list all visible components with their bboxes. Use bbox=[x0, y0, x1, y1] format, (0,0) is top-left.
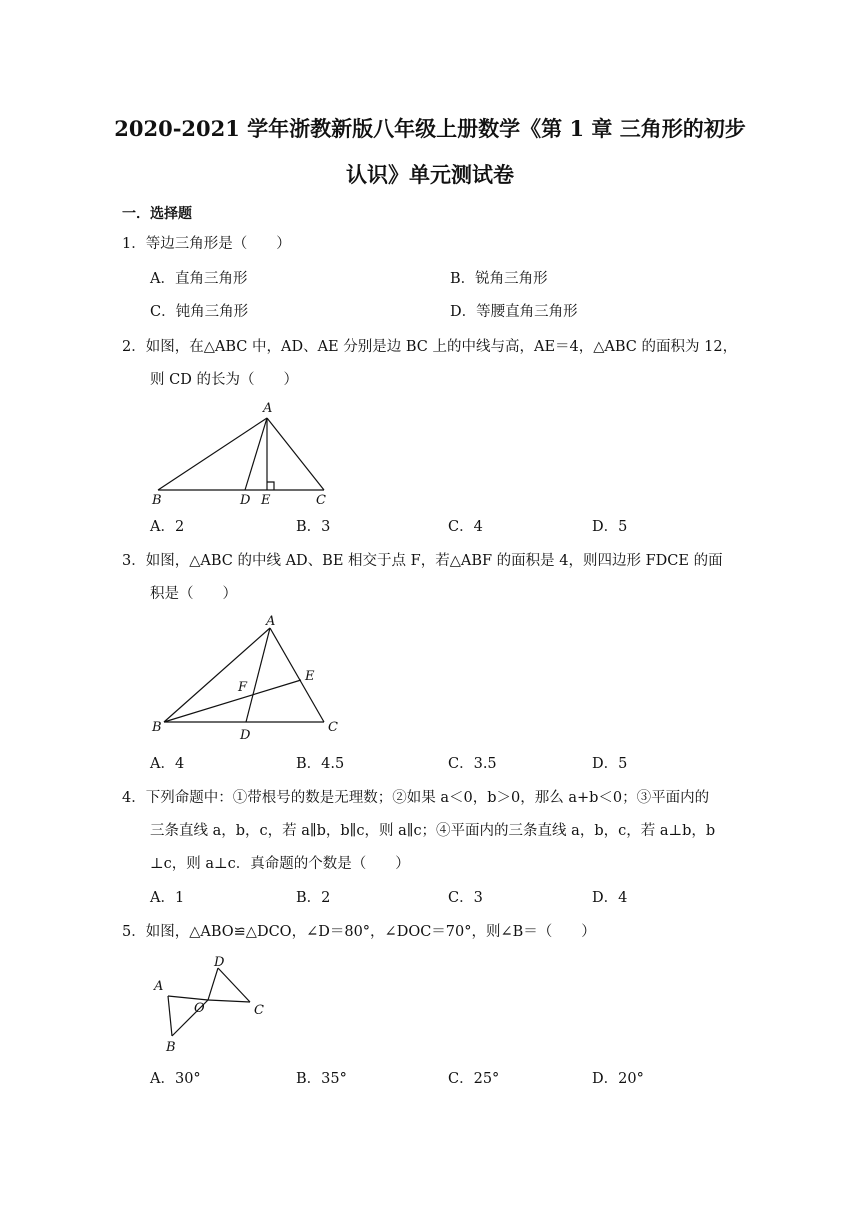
q4-option-c: C．3 bbox=[448, 890, 483, 906]
q1-stem: 1．等边三角形是（ ） bbox=[122, 236, 291, 252]
q4-stem-line3: ⊥c，则 a⊥c．真命题的个数是（ ） bbox=[150, 856, 410, 872]
q3-stem-line2: 积是（ ） bbox=[150, 586, 237, 602]
q3-label-d: D bbox=[240, 728, 251, 743]
q2-label-e: E bbox=[261, 493, 271, 508]
q2-label-a: A bbox=[263, 401, 273, 416]
q1-option-c: C．钝角三角形 bbox=[150, 304, 249, 320]
q5-label-d: D bbox=[214, 955, 225, 970]
q3-figure bbox=[148, 612, 346, 748]
q3-label-b: B bbox=[152, 720, 162, 735]
q3-label-e: E bbox=[305, 669, 315, 684]
q5-option-d: D．20° bbox=[592, 1071, 644, 1087]
q3-stem-line1: 3．如图，△ABC 的中线 AD、BE 相交于点 F，若△ABF 的面积是 4，则四边形 FDCE 的面 bbox=[122, 553, 723, 569]
q2-figure bbox=[148, 398, 332, 508]
q2-stem-line2: 则 CD 的长为（ ） bbox=[150, 372, 298, 388]
q2-label-d: D bbox=[240, 493, 251, 508]
q2-option-b: B．3 bbox=[296, 519, 331, 535]
q3-option-d: D．5 bbox=[592, 756, 628, 772]
q5-label-o: O bbox=[194, 1001, 205, 1016]
q2-option-c: C．4 bbox=[448, 519, 483, 535]
q5-label-b: B bbox=[166, 1040, 176, 1055]
section-heading: 一．选择题 bbox=[122, 206, 192, 222]
q2-label-b: B bbox=[152, 493, 162, 508]
q1-option-b: B．锐角三角形 bbox=[450, 271, 548, 287]
q3-option-b: B．4.5 bbox=[296, 756, 345, 772]
q1-option-d: D．等腰直角三角形 bbox=[450, 304, 578, 320]
q5-stem: 5．如图，△ABO≌△DCO，∠D＝80°，∠DOC＝70°，则∠B＝（ ） bbox=[122, 924, 596, 940]
q2-label-c: C bbox=[316, 493, 326, 508]
q5-option-b: B．35° bbox=[296, 1071, 347, 1087]
exam-title-line1: 2020-2021 学年浙教新版八年级上册数学《第 1 章 三角形的初步 bbox=[114, 116, 746, 141]
q2-option-d: D．5 bbox=[592, 519, 628, 535]
q1-option-a: A．直角三角形 bbox=[150, 271, 248, 287]
q3-label-f: F bbox=[238, 680, 248, 695]
q3-option-a: A．4 bbox=[150, 756, 185, 772]
q4-stem-line1: 4．下列命题中：①带根号的数是无理数；②如果 a＜0，b＞0，那么 a+b＜0；③平面内的 bbox=[122, 790, 710, 806]
exam-title-line2: 认识》单元测试卷 bbox=[346, 162, 514, 187]
q4-stem-line2: 三条直线 a，b，c，若 a∥b，b∥c，则 a∥c；④平面内的三条直线 a，b，c，若 a⊥b，b bbox=[150, 823, 716, 839]
q2-option-a: A．2 bbox=[150, 519, 185, 535]
q5-label-c: C bbox=[254, 1003, 264, 1018]
q5-option-a: A．30° bbox=[150, 1071, 201, 1087]
q4-option-d: D．4 bbox=[592, 890, 628, 906]
q3-label-c: C bbox=[328, 720, 338, 735]
q5-label-a: A bbox=[154, 979, 164, 994]
q5-figure bbox=[150, 952, 272, 1056]
q5-option-c: C．25° bbox=[448, 1071, 500, 1087]
q4-option-a: A．1 bbox=[150, 890, 185, 906]
q2-stem-line1: 2．如图，在△ABC 中，AD、AE 分别是边 BC 上的中线与高，AE＝4，△ABC 的面积为 12， bbox=[122, 339, 738, 355]
q3-option-c: C．3.5 bbox=[448, 756, 497, 772]
q4-option-b: B．2 bbox=[296, 890, 331, 906]
q3-label-a: A bbox=[266, 614, 276, 629]
